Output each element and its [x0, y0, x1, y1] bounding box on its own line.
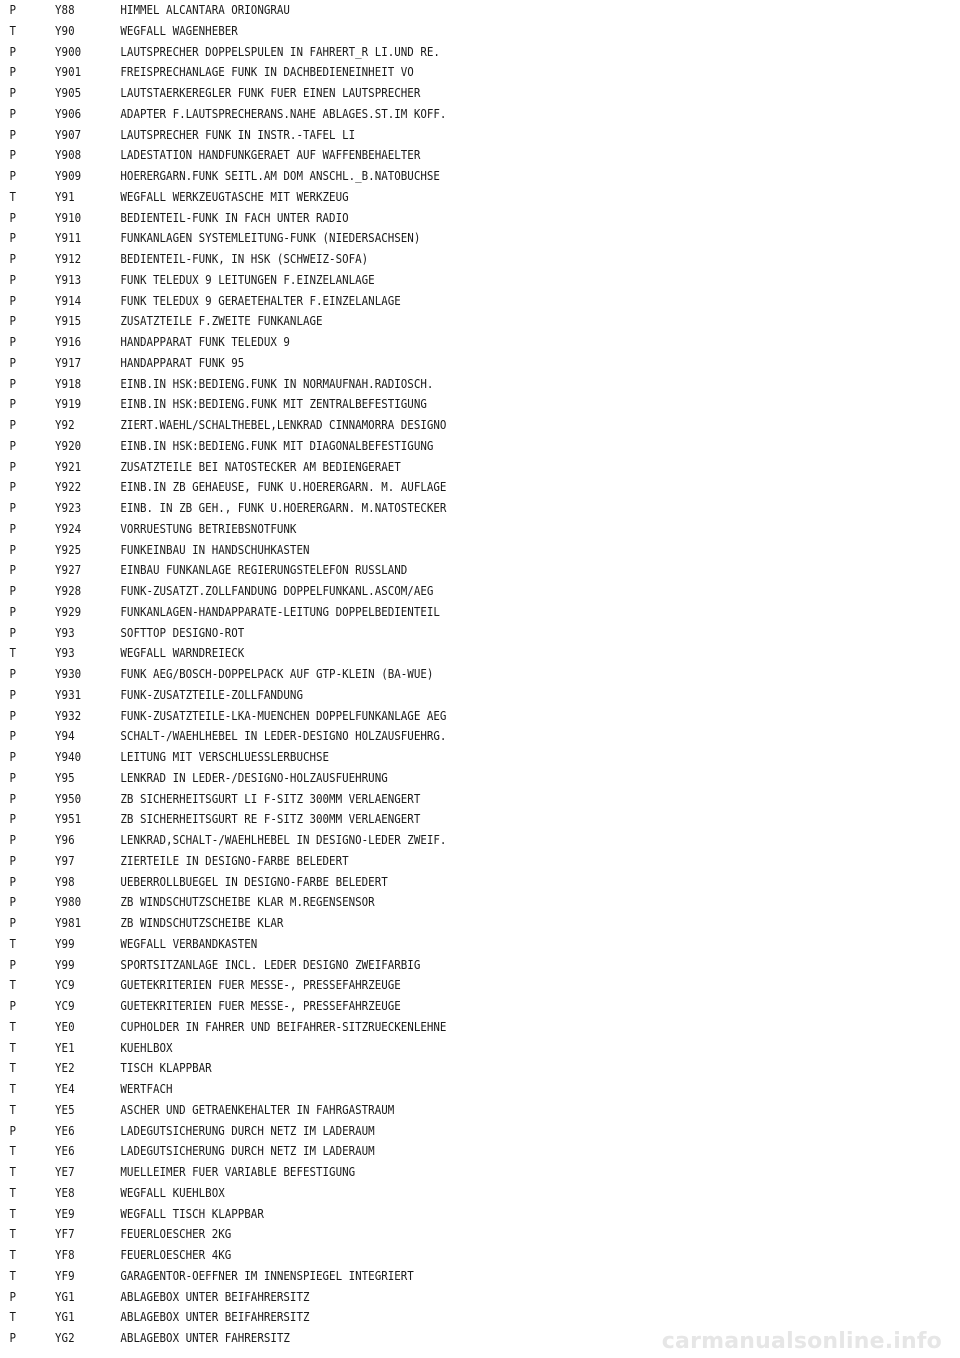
row-code: Y905 [55, 85, 82, 100]
list-item [0, 830, 826, 851]
row-code: Y917 [55, 354, 82, 370]
list-item [0, 21, 826, 42]
row-code: Y916 [55, 334, 82, 349]
row-type: P [9, 769, 16, 785]
row-code: Y99 [55, 956, 75, 972]
row-code: Y910 [55, 209, 82, 225]
list-item [0, 187, 826, 208]
row-description: WEGFALL VERBANDKASTEN [120, 935, 258, 951]
list-item [0, 643, 826, 664]
row-description: ZIERTEILE IN DESIGNO-FARBE BELEDERT [120, 852, 349, 868]
row-code: Y914 [55, 292, 82, 308]
row-description: FUNKANLAGEN SYSTEMLEITUNG-FUNK (NIEDERSACHSEN) [120, 230, 421, 246]
row-type: P [9, 583, 16, 598]
row-description: MUELLEIMER FUER VARIABLE BEFESTIGUNG [120, 1164, 356, 1179]
row-description: EINB.IN HSK:BEDIENG.FUNK IN NORMAUFNAH.RADIOSCH. [120, 375, 434, 391]
list-item [0, 332, 826, 353]
row-description: TISCH KLAPPBAR [120, 1060, 212, 1076]
row-type: P [9, 64, 16, 80]
row-type: P [9, 479, 16, 495]
list-item [0, 955, 826, 976]
row-description: LEITUNG MIT VERSCHLUESSLERBUCHSE [120, 749, 330, 764]
row-code: Y981 [55, 915, 82, 930]
row-description: ZIERT.WAEHL/SCHALTHEBEL,LENKRAD CINNAMORRA DESIGNO [120, 417, 447, 432]
list-item [0, 374, 826, 395]
row-code: YE1 [55, 1039, 75, 1055]
row-code: Y93 [55, 645, 75, 661]
list-item [0, 789, 826, 810]
row-description: HOERERGARN.FUNK SEITL.AM DOM ANSCHL._B.NATOBUCHSE [120, 168, 440, 183]
row-type: T [9, 1143, 16, 1159]
list-item [0, 1224, 826, 1245]
row-description: LAUTSTAERKEREGLER FUNK FUER EINEN LAUTSPRECHER [120, 85, 421, 100]
list-item [0, 664, 826, 685]
row-code: Y93 [55, 624, 75, 640]
row-code: Y924 [55, 520, 82, 536]
watermark: carmanualsonline.info [661, 1329, 942, 1354]
row-type: T [9, 935, 16, 951]
list-item [0, 996, 826, 1017]
list-item [0, 1204, 826, 1225]
row-description: WEGFALL WARNDREIECK [120, 645, 245, 661]
row-type: T [9, 1018, 16, 1034]
row-description: UEBERROLLBUEGEL IN DESIGNO-FARBE BELEDERT [120, 873, 388, 889]
row-type: P [9, 894, 16, 910]
row-type: P [9, 832, 16, 847]
list-item [0, 560, 826, 581]
row-type: P [9, 500, 16, 515]
row-description: BEDIENTEIL-FUNK, IN HSK (SCHWEIZ-SOFA) [120, 251, 369, 266]
row-type: P [9, 998, 16, 1013]
row-code: Y921 [55, 458, 82, 474]
list-item [0, 291, 826, 312]
list-item [0, 457, 826, 478]
row-type: T [9, 1101, 16, 1117]
list-item [0, 851, 826, 872]
row-description: BEDIENTEIL-FUNK IN FACH UNTER RADIO [120, 209, 349, 225]
row-code: YE4 [55, 1081, 75, 1096]
list-item [0, 913, 826, 934]
row-code: Y932 [55, 707, 82, 723]
row-code: YF9 [55, 1267, 75, 1283]
list-item [0, 872, 826, 893]
list-item [0, 249, 826, 270]
row-type: P [9, 603, 16, 619]
row-code: Y900 [55, 43, 82, 59]
row-code: Y906 [55, 105, 82, 121]
row-code: Y913 [55, 271, 82, 287]
row-code: Y99 [55, 935, 75, 951]
list-item [0, 1121, 826, 1142]
list-item [0, 270, 826, 291]
row-description: ASCHER UND GETRAENKEHALTER IN FAHRGASTRAUM [120, 1101, 395, 1117]
list-item [0, 1245, 826, 1266]
list-item [0, 228, 826, 249]
row-code: Y901 [55, 64, 82, 80]
row-description: CUPHOLDER IN FAHRER UND BEIFAHRER-SITZRUECKENLEHNE [120, 1018, 447, 1034]
row-type: T [9, 1247, 16, 1262]
list-item [0, 415, 826, 436]
row-type: P [9, 852, 16, 868]
row-type: P [9, 230, 16, 246]
list-item [0, 145, 826, 166]
row-code: YG1 [55, 1309, 75, 1325]
row-description: FREISPRECHANLAGE FUNK IN DACHBEDIENEINHEIT VO [120, 64, 414, 80]
row-code: Y96 [55, 832, 75, 847]
row-type: T [9, 1267, 16, 1283]
row-description: FUNK TELEDUX 9 GERAETEHALTER F.EINZELANLAGE [120, 292, 401, 308]
row-type: P [9, 292, 16, 308]
list-item [0, 1141, 826, 1162]
row-type: P [9, 666, 16, 681]
row-type: P [9, 251, 16, 266]
row-type: T [9, 645, 16, 661]
row-type: T [9, 1205, 16, 1221]
row-type: P [9, 1122, 16, 1138]
row-description: EINBAU FUNKANLAGE REGIERUNGSTELEFON RUSSLAND [120, 562, 408, 578]
row-type: P [9, 520, 16, 536]
row-code: Y940 [55, 749, 82, 764]
list-item [0, 519, 826, 540]
row-type: T [9, 1060, 16, 1076]
list-item [0, 477, 826, 498]
list-item [0, 1307, 826, 1328]
row-type: T [9, 188, 16, 204]
row-description: WEGFALL TISCH KLAPPBAR [120, 1205, 264, 1221]
list-item [0, 581, 826, 602]
list-item [0, 62, 826, 83]
row-description: ZUSATZTEILE BEI NATOSTECKER AM BEDIENGERAET [120, 458, 401, 474]
row-description: GUETEKRITERIEN FUER MESSE-, PRESSEFAHRZEUGE [120, 998, 401, 1013]
row-description: SOFTTOP DESIGNO-ROT [120, 624, 245, 640]
row-description: LENKRAD IN LEDER-/DESIGNO-HOLZAUSFUEHRUNG [120, 769, 388, 785]
row-type: P [9, 749, 16, 764]
row-code: YC9 [55, 998, 75, 1013]
row-code: Y927 [55, 562, 82, 578]
list-item [0, 623, 826, 644]
row-type: P [9, 686, 16, 702]
list-item [0, 1266, 826, 1287]
row-description: FEUERLOESCHER 2KG [120, 1226, 232, 1242]
row-type: T [9, 1081, 16, 1096]
row-code: YE6 [55, 1122, 75, 1138]
row-type: P [9, 334, 16, 349]
list-item [0, 1038, 826, 1059]
row-description: SCHALT-/WAEHLHEBEL IN LEDER-DESIGNO HOLZAUSFUEHRG. [120, 728, 447, 744]
row-code: Y97 [55, 852, 75, 868]
row-code: YE8 [55, 1184, 75, 1200]
list-item [0, 83, 826, 104]
list-item [0, 353, 826, 374]
row-type: T [9, 1226, 16, 1242]
row-type: P [9, 271, 16, 287]
row-code: Y91 [55, 188, 75, 204]
row-description: ZB WINDSCHUTZSCHEIBE KLAR M.REGENSENSOR [120, 894, 375, 910]
row-code: Y919 [55, 396, 82, 412]
row-description: ZB WINDSCHUTZSCHEIBE KLAR [120, 915, 284, 930]
row-type: P [9, 1330, 16, 1345]
row-code: Y951 [55, 811, 82, 827]
row-description: FUNK TELEDUX 9 LEITUNGEN F.EINZELANLAGE [120, 271, 375, 287]
row-description: LAUTSPRECHER FUNK IN INSTR.-TAFEL LI [120, 126, 356, 142]
row-type: P [9, 126, 16, 142]
row-description: FUNK-ZUSATZT.ZOLLFANDUNG DOPPELFUNKANL.ASCOM/AEG [120, 583, 434, 598]
list-item [0, 1162, 826, 1183]
row-code: YG2 [55, 1330, 75, 1345]
row-type: P [9, 873, 16, 889]
list-item [0, 1287, 826, 1308]
row-code: Y98 [55, 873, 75, 889]
list-item [0, 747, 826, 768]
list-item [0, 602, 826, 623]
row-description: LAUTSPRECHER DOPPELSPULEN IN FAHRERT_R LI.UND RE. [120, 43, 440, 59]
row-type: P [9, 707, 16, 723]
row-description: VORRUESTUNG BETRIEBSNOTFUNK [120, 520, 297, 536]
list-item [0, 1058, 826, 1079]
row-type: T [9, 977, 16, 993]
row-code: Y92 [55, 417, 75, 432]
row-description: ABLAGEBOX UNTER BEIFAHRERSITZ [120, 1288, 310, 1304]
row-type: P [9, 956, 16, 972]
row-description: HIMMEL ALCANTARA ORIONGRAU [120, 2, 290, 17]
list-item [0, 125, 826, 146]
row-description: FUNK-ZUSATZTEILE-LKA-MUENCHEN DOPPELFUNKANLAGE AEG [120, 707, 447, 723]
row-description: ZUSATZTEILE F.ZWEITE FUNKANLAGE [120, 313, 323, 329]
row-type: P [9, 209, 16, 225]
row-type: P [9, 313, 16, 329]
row-type: T [9, 22, 16, 38]
list-item [0, 1017, 826, 1038]
row-description: HANDAPPARAT FUNK 95 [120, 354, 245, 370]
row-type: P [9, 562, 16, 578]
row-code: Y929 [55, 603, 82, 619]
row-description: FUNK AEG/BOSCH-DOPPELPACK AUF GTP-KLEIN (BA-WUE) [120, 666, 434, 681]
row-code: YE0 [55, 1018, 75, 1034]
list-item [0, 166, 826, 187]
row-code: Y908 [55, 147, 82, 163]
list-item [0, 436, 826, 457]
row-description: LADEGUTSICHERUNG DURCH NETZ IM LADERAUM [120, 1143, 375, 1159]
row-description: ZB SICHERHEITSGURT LI F-SITZ 300MM VERLAENGERT [120, 790, 421, 806]
row-description: FUNKEINBAU IN HANDSCHUHKASTEN [120, 541, 310, 557]
row-type: P [9, 43, 16, 59]
row-description: ZB SICHERHEITSGURT RE F-SITZ 300MM VERLAENGERT [120, 811, 421, 827]
row-code: Y90 [55, 22, 75, 38]
row-description: LENKRAD,SCHALT-/WAEHLHEBEL IN DESIGNO-LEDER ZWEIF. [120, 832, 447, 847]
row-code: Y980 [55, 894, 82, 910]
list-item [0, 934, 826, 955]
row-type: P [9, 541, 16, 557]
row-type: P [9, 624, 16, 640]
row-code: YE5 [55, 1101, 75, 1117]
row-code: YF8 [55, 1247, 75, 1262]
row-type: T [9, 1184, 16, 1200]
row-type: P [9, 168, 16, 183]
row-description: ABLAGEBOX UNTER BEIFAHRERSITZ [120, 1309, 310, 1325]
row-description: HANDAPPARAT FUNK TELEDUX 9 [120, 334, 290, 349]
row-type: P [9, 375, 16, 391]
row-description: WEGFALL KUEHLBOX [120, 1184, 225, 1200]
row-type: P [9, 396, 16, 412]
list-item [0, 1079, 826, 1100]
row-type: P [9, 915, 16, 930]
row-description: WERTFACH [120, 1081, 173, 1096]
row-description: SPORTSITZANLAGE INCL. LEDER DESIGNO ZWEIFARBIG [120, 956, 421, 972]
row-code: Y907 [55, 126, 82, 142]
list-item [0, 0, 826, 21]
row-code: YG1 [55, 1288, 75, 1304]
row-type: P [9, 105, 16, 121]
row-description: WEGFALL WAGENHEBER [120, 22, 238, 38]
list-item [0, 42, 826, 63]
row-type: P [9, 147, 16, 163]
row-description: ADAPTER F.LAUTSPRECHERANS.NAHE ABLAGES.ST.IM KOFF. [120, 105, 447, 121]
row-code: Y923 [55, 500, 82, 515]
list-item [0, 726, 826, 747]
row-code: Y94 [55, 728, 75, 744]
row-code: Y88 [55, 2, 75, 17]
row-type: P [9, 728, 16, 744]
row-type: P [9, 354, 16, 370]
row-code: Y931 [55, 686, 82, 702]
row-type: P [9, 1288, 16, 1304]
row-code: Y915 [55, 313, 82, 329]
row-code: YE7 [55, 1164, 75, 1179]
row-type: T [9, 1039, 16, 1055]
row-description: WEGFALL WERKZEUGTASCHE MIT WERKZEUG [120, 188, 349, 204]
list-item [0, 685, 826, 706]
row-code: Y95 [55, 769, 75, 785]
list-item [0, 498, 826, 519]
list-item [0, 208, 826, 229]
row-code: YE2 [55, 1060, 75, 1076]
row-code: Y909 [55, 168, 82, 183]
list-item [0, 1100, 826, 1121]
row-description: FUNKANLAGEN-HANDAPPARATE-LEITUNG DOPPELBEDIENTEIL [120, 603, 440, 619]
row-type: T [9, 1309, 16, 1325]
row-code: YE6 [55, 1143, 75, 1159]
row-description: EINB.IN HSK:BEDIENG.FUNK MIT DIAGONALBEFESTIGUNG [120, 437, 434, 453]
row-type: P [9, 85, 16, 100]
list-item [0, 768, 826, 789]
list-item [0, 394, 826, 415]
row-description: GARAGENTOR-OEFFNER IM INNENSPIEGEL INTEGRIERT [120, 1267, 414, 1283]
row-code: Y911 [55, 230, 82, 246]
list-item [0, 809, 826, 830]
row-type: P [9, 811, 16, 827]
row-code: Y925 [55, 541, 82, 557]
row-description: EINB. IN ZB GEH., FUNK U.HOERERGARN. M.NATOSTECKER [120, 500, 447, 515]
row-description: ABLAGEBOX UNTER FAHRERSITZ [120, 1330, 290, 1345]
row-description: LADEGUTSICHERUNG DURCH NETZ IM LADERAUM [120, 1122, 375, 1138]
row-description: GUETEKRITERIEN FUER MESSE-, PRESSEFAHRZEUGE [120, 977, 401, 993]
row-description: KUEHLBOX [120, 1039, 173, 1055]
row-type: P [9, 437, 16, 453]
row-description: LADESTATION HANDFUNKGERAET AUF WAFFENBEHAELTER [120, 147, 421, 163]
list-item [0, 104, 826, 125]
list-item [0, 1183, 826, 1204]
list-item [0, 540, 826, 561]
row-description: FEUERLOESCHER 4KG [120, 1247, 232, 1262]
row-description: EINB.IN HSK:BEDIENG.FUNK MIT ZENTRALBEFESTIGUNG [120, 396, 427, 412]
row-code: Y928 [55, 583, 82, 598]
row-code: YE9 [55, 1205, 75, 1221]
row-code: Y920 [55, 437, 82, 453]
row-code: Y950 [55, 790, 82, 806]
row-code: Y918 [55, 375, 82, 391]
list-item [0, 975, 826, 996]
row-code: Y922 [55, 479, 82, 495]
row-description: FUNK-ZUSATZTEILE-ZOLLFANDUNG [120, 686, 303, 702]
row-type: P [9, 790, 16, 806]
row-type: P [9, 2, 16, 17]
row-code: YC9 [55, 977, 75, 993]
row-type: P [9, 417, 16, 432]
row-code: Y912 [55, 251, 82, 266]
row-description: EINB.IN ZB GEHAEUSE, FUNK U.HOERERGARN. M. AUFLAGE [120, 479, 447, 495]
list-item [0, 892, 826, 913]
row-code: Y930 [55, 666, 82, 681]
row-code: YF7 [55, 1226, 75, 1242]
row-type: T [9, 1164, 16, 1179]
list-item [0, 706, 826, 727]
list-item [0, 311, 826, 332]
row-type: P [9, 458, 16, 474]
